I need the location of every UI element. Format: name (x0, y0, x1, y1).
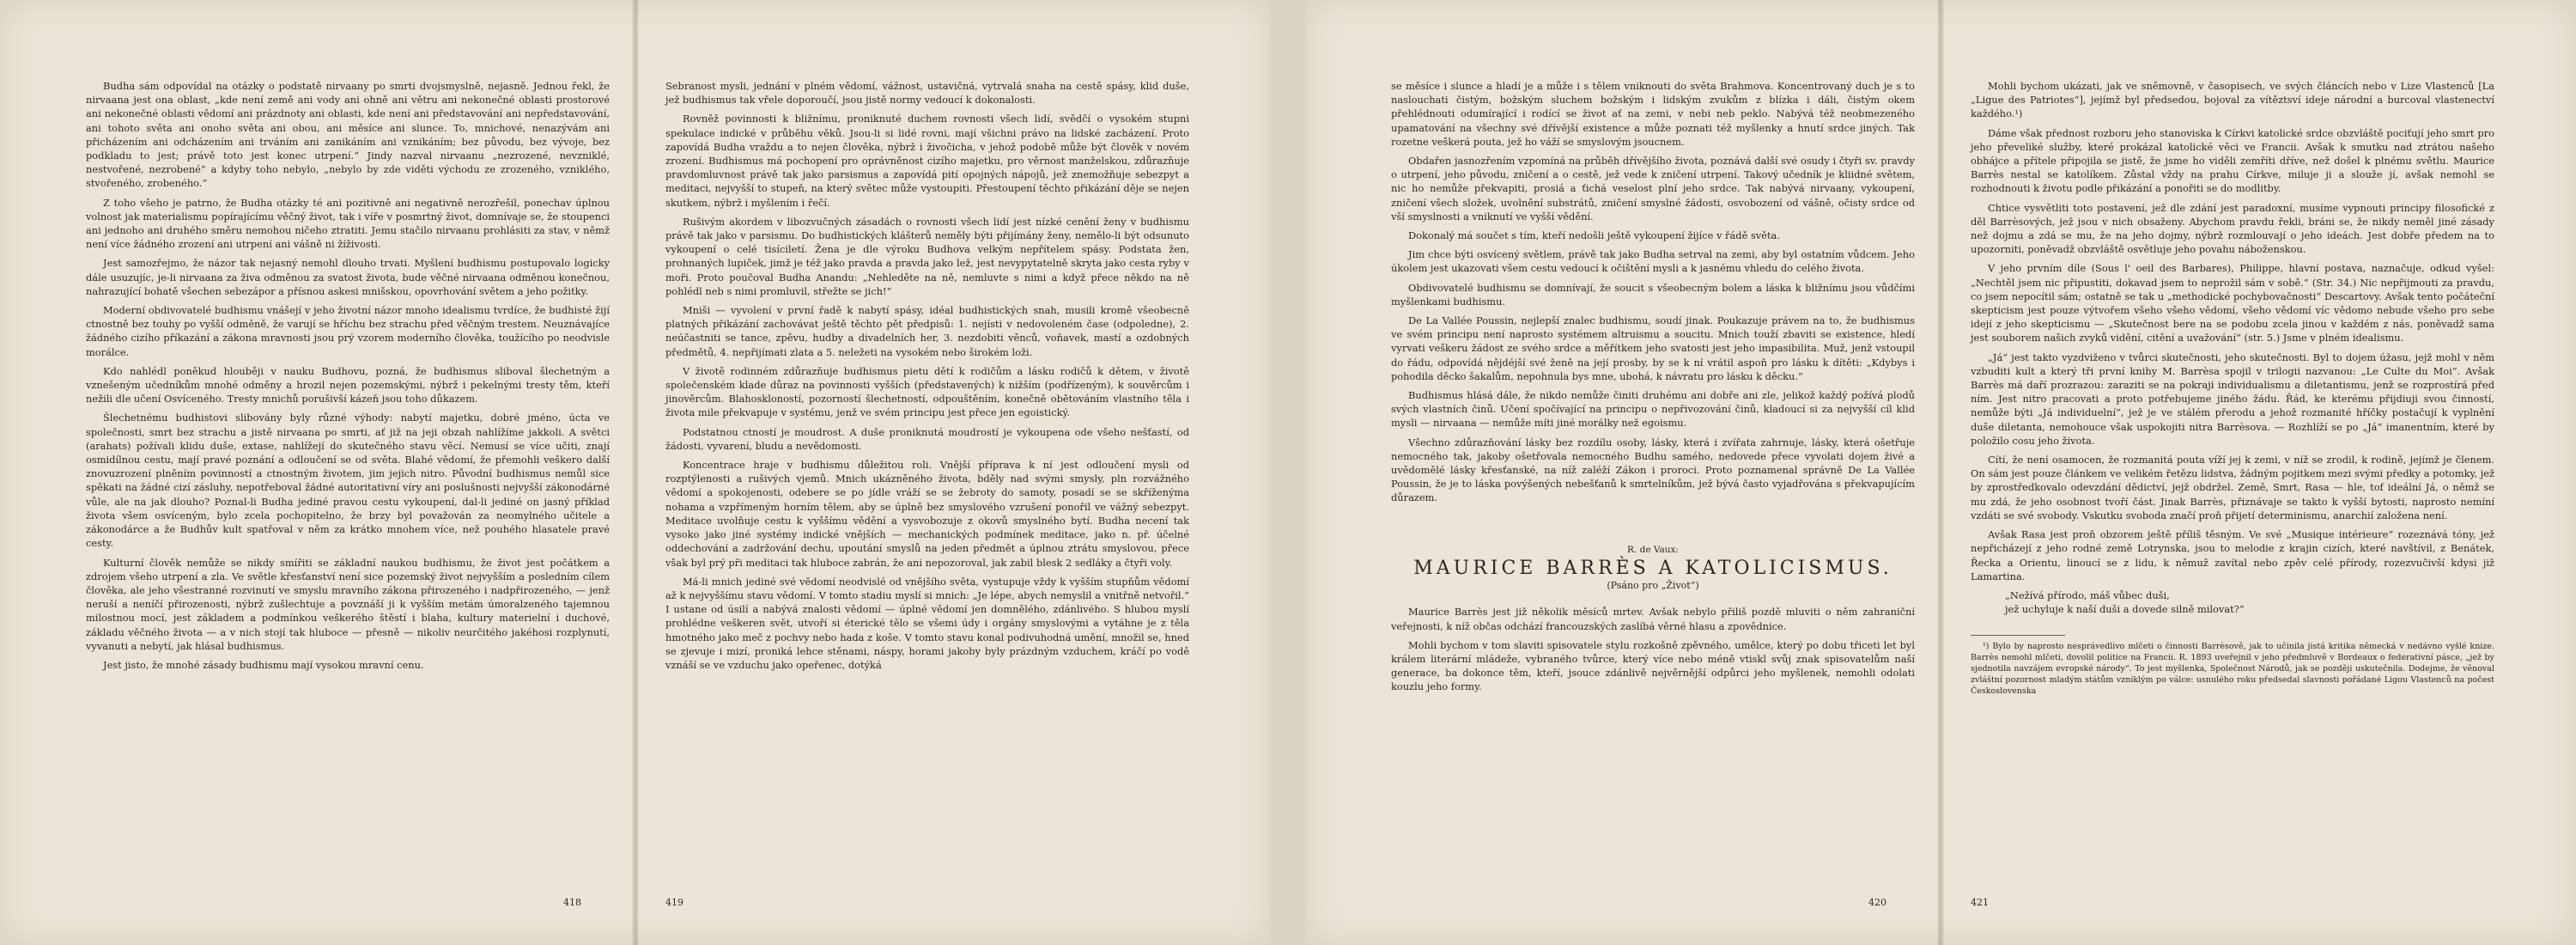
page-418 (0, 0, 635, 945)
scan-gap (1271, 0, 1305, 945)
paragraph: Rušivým akordem v libozvučných zásadách o rovnosti všech lidí jest nízké cenění ženy v budhismu právě tak jako v parsismu. Do budhistických klášterů neměly býti přijímány ženy, nemělo-li být odsunuto vykoupení o celé tisíciletí. Žena je dle výroku Budhova velkým nepřítelem spásy. Podstata žen, prohnaných lupiček, jimž je též jako pravda a pravda jako lež, jest nevypytatelně skryta jako cesta ryby v moři. Proto poučoval Budha Anandu: „Nehleděte na ně, nemluvte s nimi a když přece někdo na ně pohlédl neb s nimi promluvil, střežte se jich!“ (665, 215, 1189, 297)
paragraph: Šlechetnému budhistovi slibovány byly různé výhody: nabytí majetku, dobré jméno, úcta ve společnosti, smrt bez strachu a jistě nirvaana po smrti, ať již na jeji obzah nahlížíme jakkoli. A světci (arahats) požívali klidu duše, extase, nahlížejí do skutečného stavu věcí. Nemusí se více učiti, znají osmidílnou cestu, mají pravé poznání a odloučení se od světa. Blahé vědomí, že přemohli veškero další znovuzrození plněním povinností a ctnostným životem, jim jejich nitro. Původní budhismus nemůl sice spěkati na žádné cizí zásluhy, nepotřeboval žádné autoritativní víry ani poslušnosti nejvyšší zákonodárné vůle, ale na jak dlouho? Poznal-li Budha jediné pravou cestu vykoupení, dal-li jediné on jasný příklad života všem osvíceným, bylo zcela pochopitelno, že brzy byl považován za neomylného učitele a zákonodárce a že Budhův kult spatřoval v něm za krátko mnohem více, než pouhého hlasatele pravé cesty. (86, 412, 610, 550)
page-number: 421 (1971, 897, 1989, 908)
page-text-column (1971, 79, 2494, 697)
paragraph: Mohli bychom ukázati, jak ve sněmovně, v časopisech, ve svých článcích nebo v Lize Vlastenců [La „Ligue des Patriotes“], jejímž byl předsedou, bojoval za vítěztsví ideje národní a burcoval vlastenectví každého.¹) (1971, 80, 2494, 120)
paragraph: Kdo nahlédl poněkud hlouběji v nauku Budhovu, pozná, že budhismus sliboval šlechetným a vznešeným učedníkům mnohé odměny a hrozil nejen pozemskými, nýbrž i pekelnými tresty těm, kteří nežili dle učení Osvíceného. Tresty mnichů porušivší kázeň jsou toho důkazem. (86, 364, 610, 405)
book-spread-left (0, 0, 1271, 945)
book-spread-right (1305, 0, 2576, 945)
page-419 (635, 0, 1271, 945)
article-title: MAURICE BARRÈS A KATOLICISMUS. (1413, 557, 1893, 579)
paragraph: Cítí, že není osamocen, že rozmanitá pouta víží jej k zemi, v níž se zrodil, k rodině, jejímž je členem. On sám jest pouze článkem ve velikém řetězu lidstva, žádným pojitkem mezi svými předky a potomky, jež by zprostředkovalo odevzdání dědictví, jejž obdržel. Země, Smrt, Rasa — hle, tof ideální Já, o němž se mu zdá, že jeho osobnost tvoří část. Jinak Barrès, přiznávaje se takto k vyšší bytosti, naprosto nemíní vzdáti se své svobody. Vskutku svoboda značí proň přijetí determinismu, anarchií založena není. (1971, 454, 2494, 521)
paragraph: Maurice Barrès jest již několik měsíců mrtev. Avšak nebylo přiliš pozdě mluviti o něm zahraniční veřejnosti, k níž občas odchází francouzských zaslíbá věrné hlasu a zpovědnice. (1391, 606, 1915, 632)
paragraph: Jest samozřejmo, že názor tak nejasný nemohl dlouho trvati. Myšlení budhismu postupovalo logicky dále usuzujíc, je-li nirvaana za živa odměnou za svatost života, bude věčné nirvaana odměnou konečnou, nahrazující bohatě všechen sebezápor a přísnou askesi mnišskou, opovrhování světem a jeho požitky. (86, 257, 610, 297)
poem-line: „Nežívá přírodo, máš vůbec duši, (2005, 588, 2170, 601)
paragraph: Má-li mnich jediné své vědomí neodvislé od vnějšího světa, vystupuje vždy k vyšším stupňům vědomí až k nejvyššímu stavu vědomí. V tomto stadiu myslí si mnich: „Je lépe, abych nemyslil a vnitřně netvořil.“ I ustane od úsilí a nabývá znalosti vědomí — úplné vědomí jen domnělého, zdánlivého. S hlubou myslí prohlédne veškeren svět, utvoří si éterické tělo se všemi údy i orgány smyslovými a vytáhne je z těla hmotného jako meč z pochvy nebo hada z koše. V tomto stavu konal podivuhodná umění, množil se, hned se zjevuje i mizí, proniká lehce stěnami, náspy, horami jakoby byly prázdným vzduchem, kráčí po vodě vznáší se ve vzduchu jako opeřenec, dotýká (665, 575, 1189, 671)
article-body (1391, 605, 1915, 693)
page-number: 418 (563, 897, 581, 908)
page-420 (1305, 0, 1941, 945)
paragraph: Dokonalý má součet s tím, kteří nedošli ještě vykoupení žijíce v řádě světa. (1408, 229, 1780, 242)
poem-line: jež uchyluje k naší duši a dovede silně milovat?“ (2005, 603, 2245, 616)
paragraph: Kulturní člověk nemůže se nikdy smířiti se základní naukou budhismu, že život jest počátkem a zdrojem všeho utrpení a zla. Ve světle křesťanství není sice pozemský život nejvyšším a posledním cílem člověka, ale jeho všestranné rozvinutí ve smyslu mravního zákona přirozeného i nadpřirozeného, — jenž neruší a neníčí přirozenosti, nýbrž zušlechtuje a povznáší ji k vyšším metám úmoralzeného tajemnou milostnou mocí, jest základem a podmínkou veškerého štěstí i blaha, kultury materielní i duchové, základu věčného života — a v nich stojí tak hluboce — přesně — nikoliv neurčitého jakéhosi rozplynutí, vyvanuti a nebytí, jak hlásal budhismus. (86, 556, 610, 652)
paragraph: Koncentrace hraje v budhismu důležitou roli. Vnější příprava k ní jest odloučení mysli od rozptýlenosti a rušivých vjemů. Mnich ukázněného života, bděly nad svými smysly, pln rozvážného vědomí a spokojenosti, odebere se po jídle vráží se se žebroty do samoty, posadí se se skříženýma nohama a vzpřímeným horním tělem, aby se úplně bez smyslového vzrušení ponořil ve vážný sebezpyt. Meditace uvolňuje cestu k vyššímu vědění a vysvobozuje z okovů smyslného bytí. Budha necení tak vysoko jako jiné systémy indické vnějších — mechanických podmínek meditace, jako n. př. účelné oddechování a zadržování dechu, upoutání smyslů na jeden předmět a úplnou ztrátu smyslovou, přece však byl prý při meditaci tak hluboce zabrán, že ani nepozoroval, jak zabil blesk 2 sedláky a čtyři voly. (665, 459, 1189, 569)
article-body (1971, 79, 2494, 583)
paragraph: Avšak Rasa jest proň obzorem ještě příliš těsným. Ve své „Musique intérieure“ rozeznává tóny, jež nepřicházejí z jeho rodné země Lotrynska, jsou to melodie z krajin cizích, které navštívil, z Benátek, Řecka a Orientu, linoucí se z lidu, k němuž zavítal nebo zpěv celé přírody, rozezvučivší kdysi již Lamartina. (1971, 528, 2494, 582)
paragraph: Z toho všeho je patrno, že Budha otázky té ani pozitivně ani negativně nerozřešil, ponechav úplnou volnost jak materialismu popírajícímu věčný život, tak i víře v posmrtný život, domnívaje se, že stoupenci ani jednoho ani druhého směru nemohou ničeho ztratiti. Jemu stačilo nirvaanu prohlásiti za stav, v němž není více žádného zrození ani utrpení ani vášně ni žíživosti. (86, 196, 610, 251)
paragraph: Dáme však přednost rozboru jeho stanoviska k Církvi katolické srdce obzvláště pociťují jeho smrt pro jeho převeliké služby, které prokázal katolické věci ve Francii. Avšak k smutku nad ztrátou našeho obhájce a přítele připojila se jistě, že jsme ho viděli zemříti dříve, než došel k plnému světlu. Maurice Barrès nestal se katolíkem. Zůstal vždy na prahu Církve, miluje ji a slouže jí, avšak nemohl se rozhodnouti k životu podle přikázání a ponořiti se do modlitby. (1971, 126, 2494, 195)
paragraph: „Já“ jest takto vyzdviženo v tvůrci skutečnosti, jeho skutečnosti. Byl to dojem úžasu, jejž mohl v něm vzbuditi kult a který tři první knihy M. Barrèsa spojil v trilogii nazvanou: „Le Culte du Moi“. Avšak Barrès má daří prozrazou: zaraziti se na pokraji individualismu a diletantismu, jenž se rozprostírá před ním. Jest nitro pracovati a proto potřebujeme jiného žádu. Řád, ke kterému přijdiuji svou činností, nemůže býti „Já individuelní“, jež je ve stálém přerodu a jehož rozmanité hříčky postačují k vyplnění duše diletanta, nemohouce však uspokojiti nitra Barrèsova. — Rozhlíží se po „Já“ imanentním, které by položilo cosu jeho života. (1971, 351, 2494, 447)
poem-quote (2005, 588, 2494, 616)
paragraph: Obdařen jasnozřením vzpomíná na průběh dřívějšího života, poznává další své osudy i čtyři sv. pravdy o utrpení, jeho původu, zničení a o cestě, jež vede k zničení utrpení. Takový učedník je kliidné světem, nic ho nemůže překvapiti, prosiá a ťichá veselost plní jeho srdce. Tak nabývá nirvaany, vykoupení, zničení všech složek, uvolnění substrátů, zničení smyslné žádosti, osvobození od vášně, očisty srdce od vší smyslnosti a vniknutí ve vyšší vědění. (1391, 155, 1915, 223)
paragraph: V jeho prvním díle (Sous l' oeil des Barbares), Philippe, hlavní postava, naznačuje, odkud vyšel: „Nechtěl jsem nic připustiti, dokavad jsem to neprožil sám v sobě.“ (Str. 34.) Nic nepřijmouti za pravdu, co jsem nepocítil sám; ostatně se tak u „methodické pochybovačnosti“ Descartovy. Avšak tento počáteční skepticism jest pouze výtvořem všeho všeho vědomí, všeho vědomí víc vědomo nebude všeho pro sebe idejí z jeho skepticismu — „Skutečnost bere na se podobu zcela jinou v každém z nás, poněvadž sama jest souborem našich zvyků vidění, citění a uvažování“ (str. 5.) Jsme v plném idealismu. (1971, 262, 2494, 344)
footnote: ¹) Bylo by naprosto nesprávedlivo mlčeti o činnosti Barrèsově, jak to učinila jistá kritika německá v nedávno vyšlé knize. Barrès nemohl mlčeti, dovolil politice na Francii. R. 1893 uveřejnil v jeho předmluvě v Bordeaux o federativní pásce, „jež by sjednotila navzájem evropské národy“. To jest myšlenka, Společnost Národů, jak se později uskutečnila. Dodejme, že věnoval zvláštní pozornost mladým státům vzniklým po válce: usnulého roku předsedal slavnosti pořádané Ligou Vlastenců na počest Československa (1971, 642, 2494, 697)
page-text-column (86, 79, 610, 677)
paragraph: Všechno zdůrazňování lásky bez rozdílu osoby, lásky, která i zvířata zahrnuje, lásky, která ošetřuje nemocného tak, jakoby ošetřovala nemocného Budhu samého, nedovede přece vyvolati dojem živé a uvědomělé lásky křesťanské, na níž zaléží Zákon i proroci. Proto poznamenal správně De La Vallée Poussin, že je to láska povýšených nebešťanů k smrtelníkům, jež bývá často vyjadřována s překvapujícím důrazem. (1391, 436, 1915, 504)
page-number: 419 (665, 897, 683, 908)
paragraph: Mniši — vyvolení v první řadě k nabytí spásy, idéal budhistických snah, musili kromě všeobecně platných přikázání zachovávat ještě těchto pět předpisů: 1. nejísti v nedovoleném čase (odpoledne), 2. neúčastniti se tance, zpěvu, hudby a divadelních her, 3. nezdobiti věnců, voňavek, mastí a ozdobných předmětů, 4. nepřijímati zlata a 5. neležeti na vysokém nebo širokém loži. (665, 304, 1189, 358)
article-subtitle: (Psáno pro „Život“) (1607, 580, 1699, 592)
page-421 (1941, 0, 2576, 945)
paragraph: Jest jisto, že mnohé zásady budhismu mají vysokou mravní cenu. (103, 658, 424, 671)
paragraph: Rovněž povinnosti k bližnímu, proniknuté duchem rovnosti všech lidí, svědčí o vysokém stupni spekulace indické v průběhu věků. Jsou-li si lidé rovni, mají všichni právo na lidské zacházení. Proto zapovídá Budha vraždu a to nejen člověka, nýbrž i živočicha, v jehož podobě může být člověk v novém zrození. Budhismus má pochopení pro oprávněnost cizího majetku, pro věrnost manželskou, zdůrazňuje pravdomluvnost právě tak jako parsismus a zapovídá pití opojných nápojů, jež znemožňuje sebezpyt a meditaci, nejvyšší to stupeň, na který světec může vystoupiti. Přestoupení těchto přikázání děje se nejen skutkem, nýbrž i myšlením i řečí. (665, 113, 1189, 209)
page-text-column (665, 79, 1189, 677)
paragraph: se měsíce i slunce a hladí je a může i s tělem vniknouti do světa Brahmova. Koncentrovaný duch je s to naslouchati čistým, božským sluchem božským i lidským zvukům z blízka i dáli, čistým okem přehlédnouti odumírající i rodící se život ať na zemi, v nebi neb peklo. Nabývá též neobmezeného upamatování na všechny své dřívější existence a může poznati též myšlenky a hnutí srdce jiných. Tak rozetne veškerá pouta, jež ho váží se smyslovým jsoucnem. (1391, 80, 1915, 148)
paragraph: Moderní obdivovatelé budhismu vnášejí v jeho životní názor mnoho idealismu tvrdíce, že budhisté žijí ctnostně bez touhy po vyšší odměně, že varují se hříchu bez strachu před věčným trestem. Neuznávajíce žádného cizího příkazání a zákona mravnosti jsou prý vzorem moderního člověka, toužícího po neodvisle morálce. (86, 304, 610, 358)
footnote-divider (1971, 635, 2065, 636)
essay-continuation (1391, 79, 1915, 505)
paragraph: De La Vallée Poussin, nejlepší znalec budhismu, soudí jinak. Poukazuje právem na to, že budhismus ve svém principu není naprosto systémem altruismu a soucitu. Mnich touží zbaviti se existence, hledí vyrvati veškeru žádost ze svého srdce a měřítkem jeho svatosti jest jeho impasibilita. Muž, jenž vstoupil do řádu, odpovídá nějdéjší své ženě na její prosby, by se k ní vrátil aspoň pro lásku k dítěti: „Kdybys i pohodila děcko šakalům, nepohnula bys mne, ubohá, k návratu pro lásku k děcku.“ (1391, 314, 1915, 382)
paragraph: V životě rodinném zdůrazňuje budhismus pietu dětí k rodičům a lásku rodičů k dětem, v životě společenském klade důraz na povinnosti vyšších (představených) k nižším (podřízeným), k souvěrcům i jinověrcům. Blahoskloností, pozorností šlechetností, odpouštěním, konečně obětováním vlastního těla i života mile překvapuje v systému, jenž ve svém principu jest přece jen egoistický. (665, 364, 1189, 419)
paragraph: Obdivovatelé budhismu se domnívají, že soucit s všeobecným bolem a láska k bližnímu jsou vůdčími myšlenkami budhismu. (1391, 281, 1915, 308)
paragraph: Budhismus hlásá dále, že nikdo nemůže činiti druhému ani dobře ani zle, jelikož každý požívá plodů svých vlastních činů. Učení spočívající na principu o nepřivozování činů, kladoucí si za nejvyšší cíl klid mysli — nirvaana — nemůže míti jiné morálky než egoismu. (1391, 389, 1915, 430)
page-text-column (1391, 79, 1915, 699)
paragraph: Podstatnou ctností je moudrost. A duše proniknutá moudrostí je vykoupena ode všeho nešťastí, od žádosti, vyvarení, bludu a nevědomosti. (665, 425, 1189, 452)
paragraph: Sebranost mysli, jednání v plném vědomí, vážnost, ustavičná, vytrvalá snaha na cestě spásy, klid duše, jež budhismus tak vřele doporoučí, jsou jistě normy vedoucí k dokonalosti. (665, 80, 1189, 107)
paragraph: Budha sám odpovídal na otázky o podstatě nirvaany po smrti dvojsmyslně, nejasně. Jednou řekl, že nirvaana jest ona oblast, „kde není země ani vody ani ohně ani větru ani nekonečné oblasti prostorové ani nekonečné oblasti vědomí ani prázdnoty ani oblasti, kde není ani představování ani nepředstavování, ani tohoto světa ani onoho světa ani obou, ani měsíce ani slunce. To, mnichové, nenazývám ani přicházením ani odcházením ani trváním ani zanikáním ani vznikáním; bez původu, bez vývoje, bez podkladu to jest; právě toto jest konec utrpení.“ Jindy nazval nirvaanu „nezrozené, nevzniklé, nestvořené, nezrobené“ a kdyby toho nebylo, „nebylo by zde viděti východu ze zrozeného, vzniklého, stvořeného, zrobeného.“ (86, 80, 610, 190)
paragraph: Jim chce býti osvícený světlem, právě tak jako Budha setrval na zemi, aby byl ostatním vůdcem. Jeho úkolem jest ukazovati všem cestu vedoucí k očištění mysli a k jasnému vhledu do celého života. (1391, 248, 1915, 275)
paragraph: Chtice vysvětliti toto postavení, jež dle zdání jest paradoxní, musíme vypnouti principy filosofické z děl Barrèsových, jež jsou v nich obsaženy. Abychom pravdu řekli, bráni se, že nikdy neměl jiné zásady než dojmu a zdá se mu, že na jeho dojmy, nýbrž rozmlouvají o jeho ideách. Jest dobře předem na to upozorniti, poněvadž obzvláště osvětluje jeho povahu náboženskou. (1971, 201, 2494, 256)
paragraph: Mohli bychom v tom slaviti spisovatele stylu rozkošně zpěvného, umělce, který po dobu třiceti let byl králem literární mládeže, vybraného tvůrce, který více nebo méně vtiskl svůj znak spisovatelům naší generace, ba dokonce těm, kteří, jsouce zdánlivě nejvěrnější odpůrci jeho myšlenek, nemohli odolati kouzlu jeho formy. (1391, 638, 1915, 693)
article-byline: R. de Vaux: (1627, 544, 1679, 555)
page-number: 420 (1868, 897, 1886, 908)
